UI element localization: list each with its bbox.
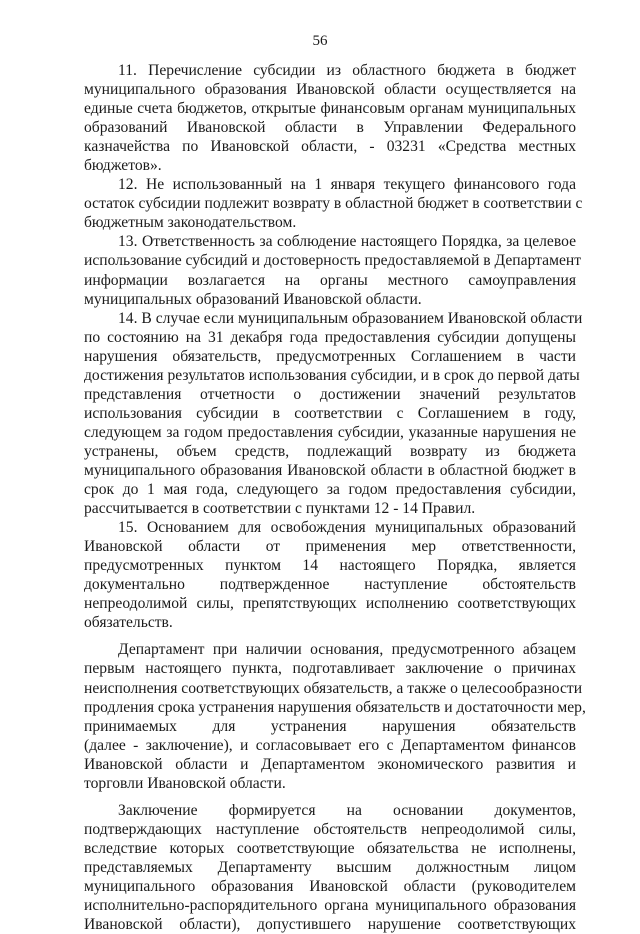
- text-line: Департамент при наличии основания, предусмотренного абзацем: [118, 641, 576, 659]
- text-line: непреодолимой силы, препятствующих исполнению соответствующих: [84, 595, 576, 613]
- text-line: продления срока устранения нарушения обязательств и достаточности мер,: [84, 698, 586, 716]
- text-line: использования субсидии в соответствии с Соглашением в году,: [84, 404, 576, 422]
- text-line: муниципальных образований Ивановской области.: [84, 290, 422, 308]
- paragraph: [84, 232, 582, 308]
- text-line: срок до 1 мая года, следующего за годом предоставления субсидии,: [84, 481, 576, 499]
- text-line: обязательств.: [84, 614, 173, 632]
- text-line: 12. Не использованный на 1 января текущего финансового года: [118, 176, 576, 194]
- text-line: Ивановской области и Департаментом экономического развития и: [84, 755, 576, 773]
- text-line: первым настоящего пункта, подготавливает заключение о причинах: [84, 660, 576, 678]
- text-line: достижения результатов использования субсидии, и в срок до первой даты: [84, 366, 580, 384]
- text-line: устранены, объем средств, подлежащий возврату из бюджета: [84, 442, 576, 460]
- text-line: документально подтвержденное наступление обстоятельств: [84, 576, 576, 594]
- paragraph: [84, 640, 586, 792]
- text-line: бюджетным законодательством.: [84, 214, 297, 232]
- text-line: неисполнения соответствующих обязательств, а также о целесообразности: [84, 679, 583, 697]
- text-line: (далее - заключение), и согласовывает его с Департаментом финансов: [84, 736, 576, 754]
- paragraph: [84, 309, 583, 519]
- text-line: нарушения обязательств, предусмотренных Соглашением в части: [84, 347, 576, 365]
- text-line: представления отчетности о достижении значений результатов: [84, 385, 576, 403]
- text-line: использование субсидий и достоверность предоставляемой в Департамент: [84, 252, 582, 270]
- paragraph: [84, 801, 576, 934]
- text-line: следующем за годом предоставления субсидии, указанные нарушения не: [84, 423, 576, 441]
- text-line: Ивановской области), допустившего нарушение соответствующих: [84, 916, 576, 934]
- text-line: торговли Ивановской области.: [84, 774, 286, 792]
- text-line: по состоянию на 31 декабря года предоставления субсидии допущены: [84, 328, 576, 346]
- text-line: принимаемых для устранения нарушения обязательств: [84, 717, 576, 735]
- document-body: [84, 61, 586, 934]
- text-line: Заключение формируется на основании документов,: [118, 801, 576, 819]
- page-number: 56: [312, 33, 328, 49]
- text-line: 13. Ответственность за соблюдение настоящего Порядка, за целевое: [118, 233, 576, 251]
- paragraph: [84, 518, 576, 632]
- text-line: 11. Перечисление субсидии из областного бюджета в бюджет: [118, 62, 576, 79]
- text-line: остаток субсидии подлежит возврату в областной бюджет в соответствии с: [84, 195, 583, 213]
- paragraph: [84, 175, 583, 232]
- text-line: образований Ивановской области в Управлении Федерального: [84, 119, 576, 137]
- text-line: вследствие которых соответствующие обязательства не исполнены,: [84, 839, 576, 857]
- paragraph: [84, 61, 576, 175]
- text-line: рассчитывается в соответствии с пунктами 12 - 14 Правил.: [84, 500, 476, 518]
- text-line: муниципального образования Ивановской области осуществляется на: [84, 81, 576, 99]
- text-line: муниципального образования Ивановской области (руководителем: [84, 877, 576, 895]
- text-line: информации возлагается на органы местного самоуправления: [84, 271, 576, 289]
- text-line: исполнительно-распорядительного органа муниципального образования: [84, 897, 576, 915]
- text-line: 15. Основанием для освобождения муниципальных образований: [118, 519, 576, 537]
- text-line: казначейства по Ивановской области, - 03231 «Средства местных: [84, 138, 576, 156]
- text-line: бюджетов».: [84, 157, 162, 175]
- text-line: подтверждающих наступление обстоятельств непреодолимой силы,: [84, 820, 576, 838]
- text-line: Ивановской области от применения мер ответственности,: [84, 538, 576, 556]
- text-line: предусмотренных пунктом 14 настоящего Порядка, является: [84, 557, 576, 575]
- text-line: представляемых Департаменту высшим должностным лицом: [84, 858, 576, 876]
- text-line: 14. В случае если муниципальным образованием Ивановской области: [118, 309, 583, 327]
- text-line: муниципального образования Ивановской области в областной бюджет в: [84, 461, 576, 479]
- text-line: единые счета бюджетов, открытые финансовым органам муниципальных: [84, 100, 576, 118]
